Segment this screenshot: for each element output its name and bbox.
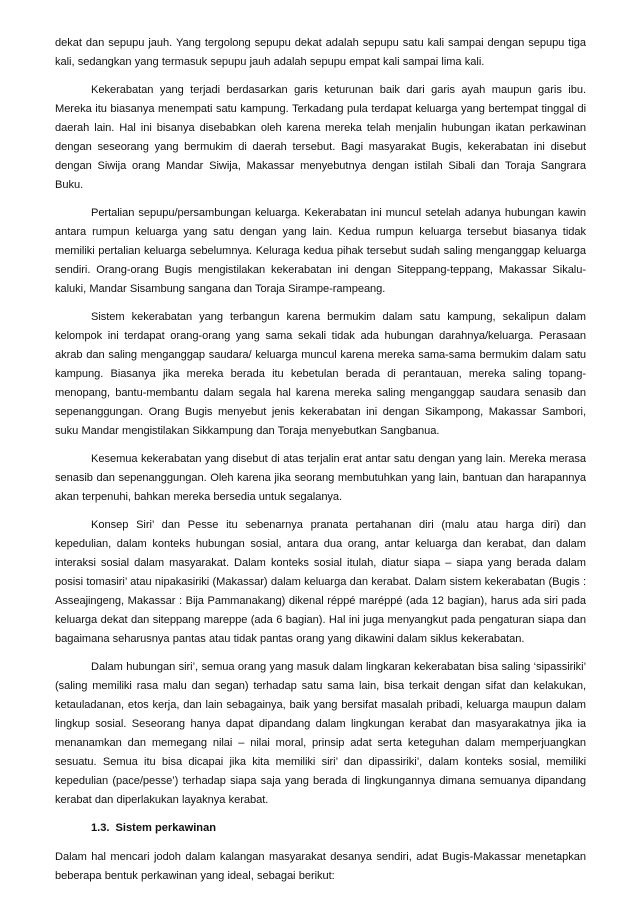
section-title: Sistem perkawinan <box>115 822 217 834</box>
section-heading <box>55 819 586 838</box>
paragraph-sepupu-continuation: dekat dan sepupu jauh. Yang tergolong sepupu dekat adalah sepupu satu kali sampai dengan sepupu tiga kali, sedangkan yang termasuk sepupu jauh adalah sepupu empat kali sampai lima kali. <box>55 37 586 68</box>
paragraph-konsep-siri-pesse: Konsep Siri’ dan Pesse itu sebenarnya pranata pertahanan diri (malu atau harga diri) dan kepedulian, dalam konteks hubungan sosial, antara dua orang, antar keluarga dan kerabat, dan dalam interaksi sosial dalam masyarakat. Dalam konteks sosial itulah, diatur siapa – siapa yang berada dalam posisi tomasiri’ atau nipakasiriki (Makassar) dalam keluarga dan kerabat. Dalam sistem kekerabatan (Bugis : Asseajingeng, Makassar : Bija Pammanakang) dikenal réppé maréppé (ada 12 bagian), harus ada siri pada keluarga dekat dan siteppang mareppe (ada 6 bagian). Hal ini juga menyangkut pada pengaturan siapa dan bagaimana seharusnya pantas atau tidak pantas orang yang dikawini dalam siklus kekerabatan. <box>55 519 586 645</box>
paragraph-kesemua-kekerabatan: Kesemua kekerabatan yang disebut di atas terjalin erat antar satu dengan yang lain. Mereka merasa senasib dan sepenanggungan. Oleh karena jika seorang membutuhkan yang lain, bantuan dan harapannya akan terpenuhi, bahkan mereka bersedia untuk segalanya. <box>55 453 586 503</box>
paragraph-bermukim-satu-kampung: Sistem kekerabatan yang terbangun karena bermukim dalam satu kampung, sekalipun dalam kelompok ini terdapat orang-orang yang sama sekali tidak ada hubungan darahnya/keluarga. Perasaan akrab dan saling menganggap saudara/ keluarga muncul karena mereka sama-sama bermukim dalam satu kampung. Biasanya jika mereka berada itu kebetulan berada di perantauan, mereka saling topang-menopang, bantu-membantu dalam segala hal karena mereka saling menganggap saudara senasib dan sepenanggungan. Orang Bugis menyebut jenis kekerabatan ini dengan Sikampong, Makassar Sambori, suku Mandar mengistilakan Sikkampung dan Toraja menyebutkan Sangbanua. <box>55 311 586 437</box>
section-number: 1.3. <box>91 822 110 834</box>
document-page <box>55 34 586 895</box>
paragraph-garis-keturunan: Kekerabatan yang terjadi berdasarkan garis keturunan baik dari garis ayah maupun garis ibu. Mereka itu biasanya menempati satu kampung. Terkadang pula terdapat keluarga yang bertempat tinggal di daerah lain. Hal ini bisanya disebabkan oleh karena mereka telah menjalin hubungan ikatan perkawinan dengan seseorang yang bermukim di daerah tersebut. Bagi masyarakat Bugis, kekerabatan ini disebut dengan Siwija orang Mandar Siwija, Makassar menyebutnya dengan istilah Sibali dan Toraja Sangrara Buku. <box>55 84 586 191</box>
paragraph-hubungan-siri: Dalam hubungan siri’, semua orang yang masuk dalam lingkaran kekerabatan bisa saling ‘sipassiriki’ (saling memiliki rasa malu dan segan) terhadap satu sama lain, bisa terkait dengan sifat dan kelakukan, ketauladanan, etos kerja, dan lain sebagainya, baik yang bersifat masalah pribadi, keluarga maupun dalam lingkup sosial. Seseorang hanya dapat dipandang dalam lingkungan kerabat dan masyarakatnya jika ia menanamkan dan memegang nilai – nilai moral, prinsip adat serta keteguhan dalam memperjuangkan sesuatu. Semua itu bisa dicapai jika kita memiliki siri’ dan dipassiriki’, dalam konteks sosial, memiliki kepedulian (pace/pesse’) terhadap siapa saja yang berada di lingkungannya dimana semuanya dipandang kerabat dan diperlakukan layaknya kerabat. <box>55 661 586 806</box>
paragraph-mencari-jodoh: Dalam hal mencari jodoh dalam kalangan masyarakat desanya sendiri, adat Bugis-Makassar menetapkan beberapa bentuk perkawinan yang ideal, sebagai berikut: <box>55 851 586 882</box>
paragraph-pertalian-sepupu: Pertalian sepupu/persambungan keluarga. Kekerabatan ini muncul setelah adanya hubungan kawin antara rumpun keluarga yang satu dengan yang lain. Kedua rumpun keluarga tersebut biasanya tidak memiliki pertalian keluarga sebelumnya. Keluraga kedua pihak tersebut sudah saling menganggap keluarga sendiri. Orang-orang Bugis mengistilakan kekerabatan ini dengan Siteppang-teppang, Makassar Sikalu-kaluki, Mandar Sisambung sangana dan Toraja Sirampe-rampeang. <box>55 207 586 295</box>
